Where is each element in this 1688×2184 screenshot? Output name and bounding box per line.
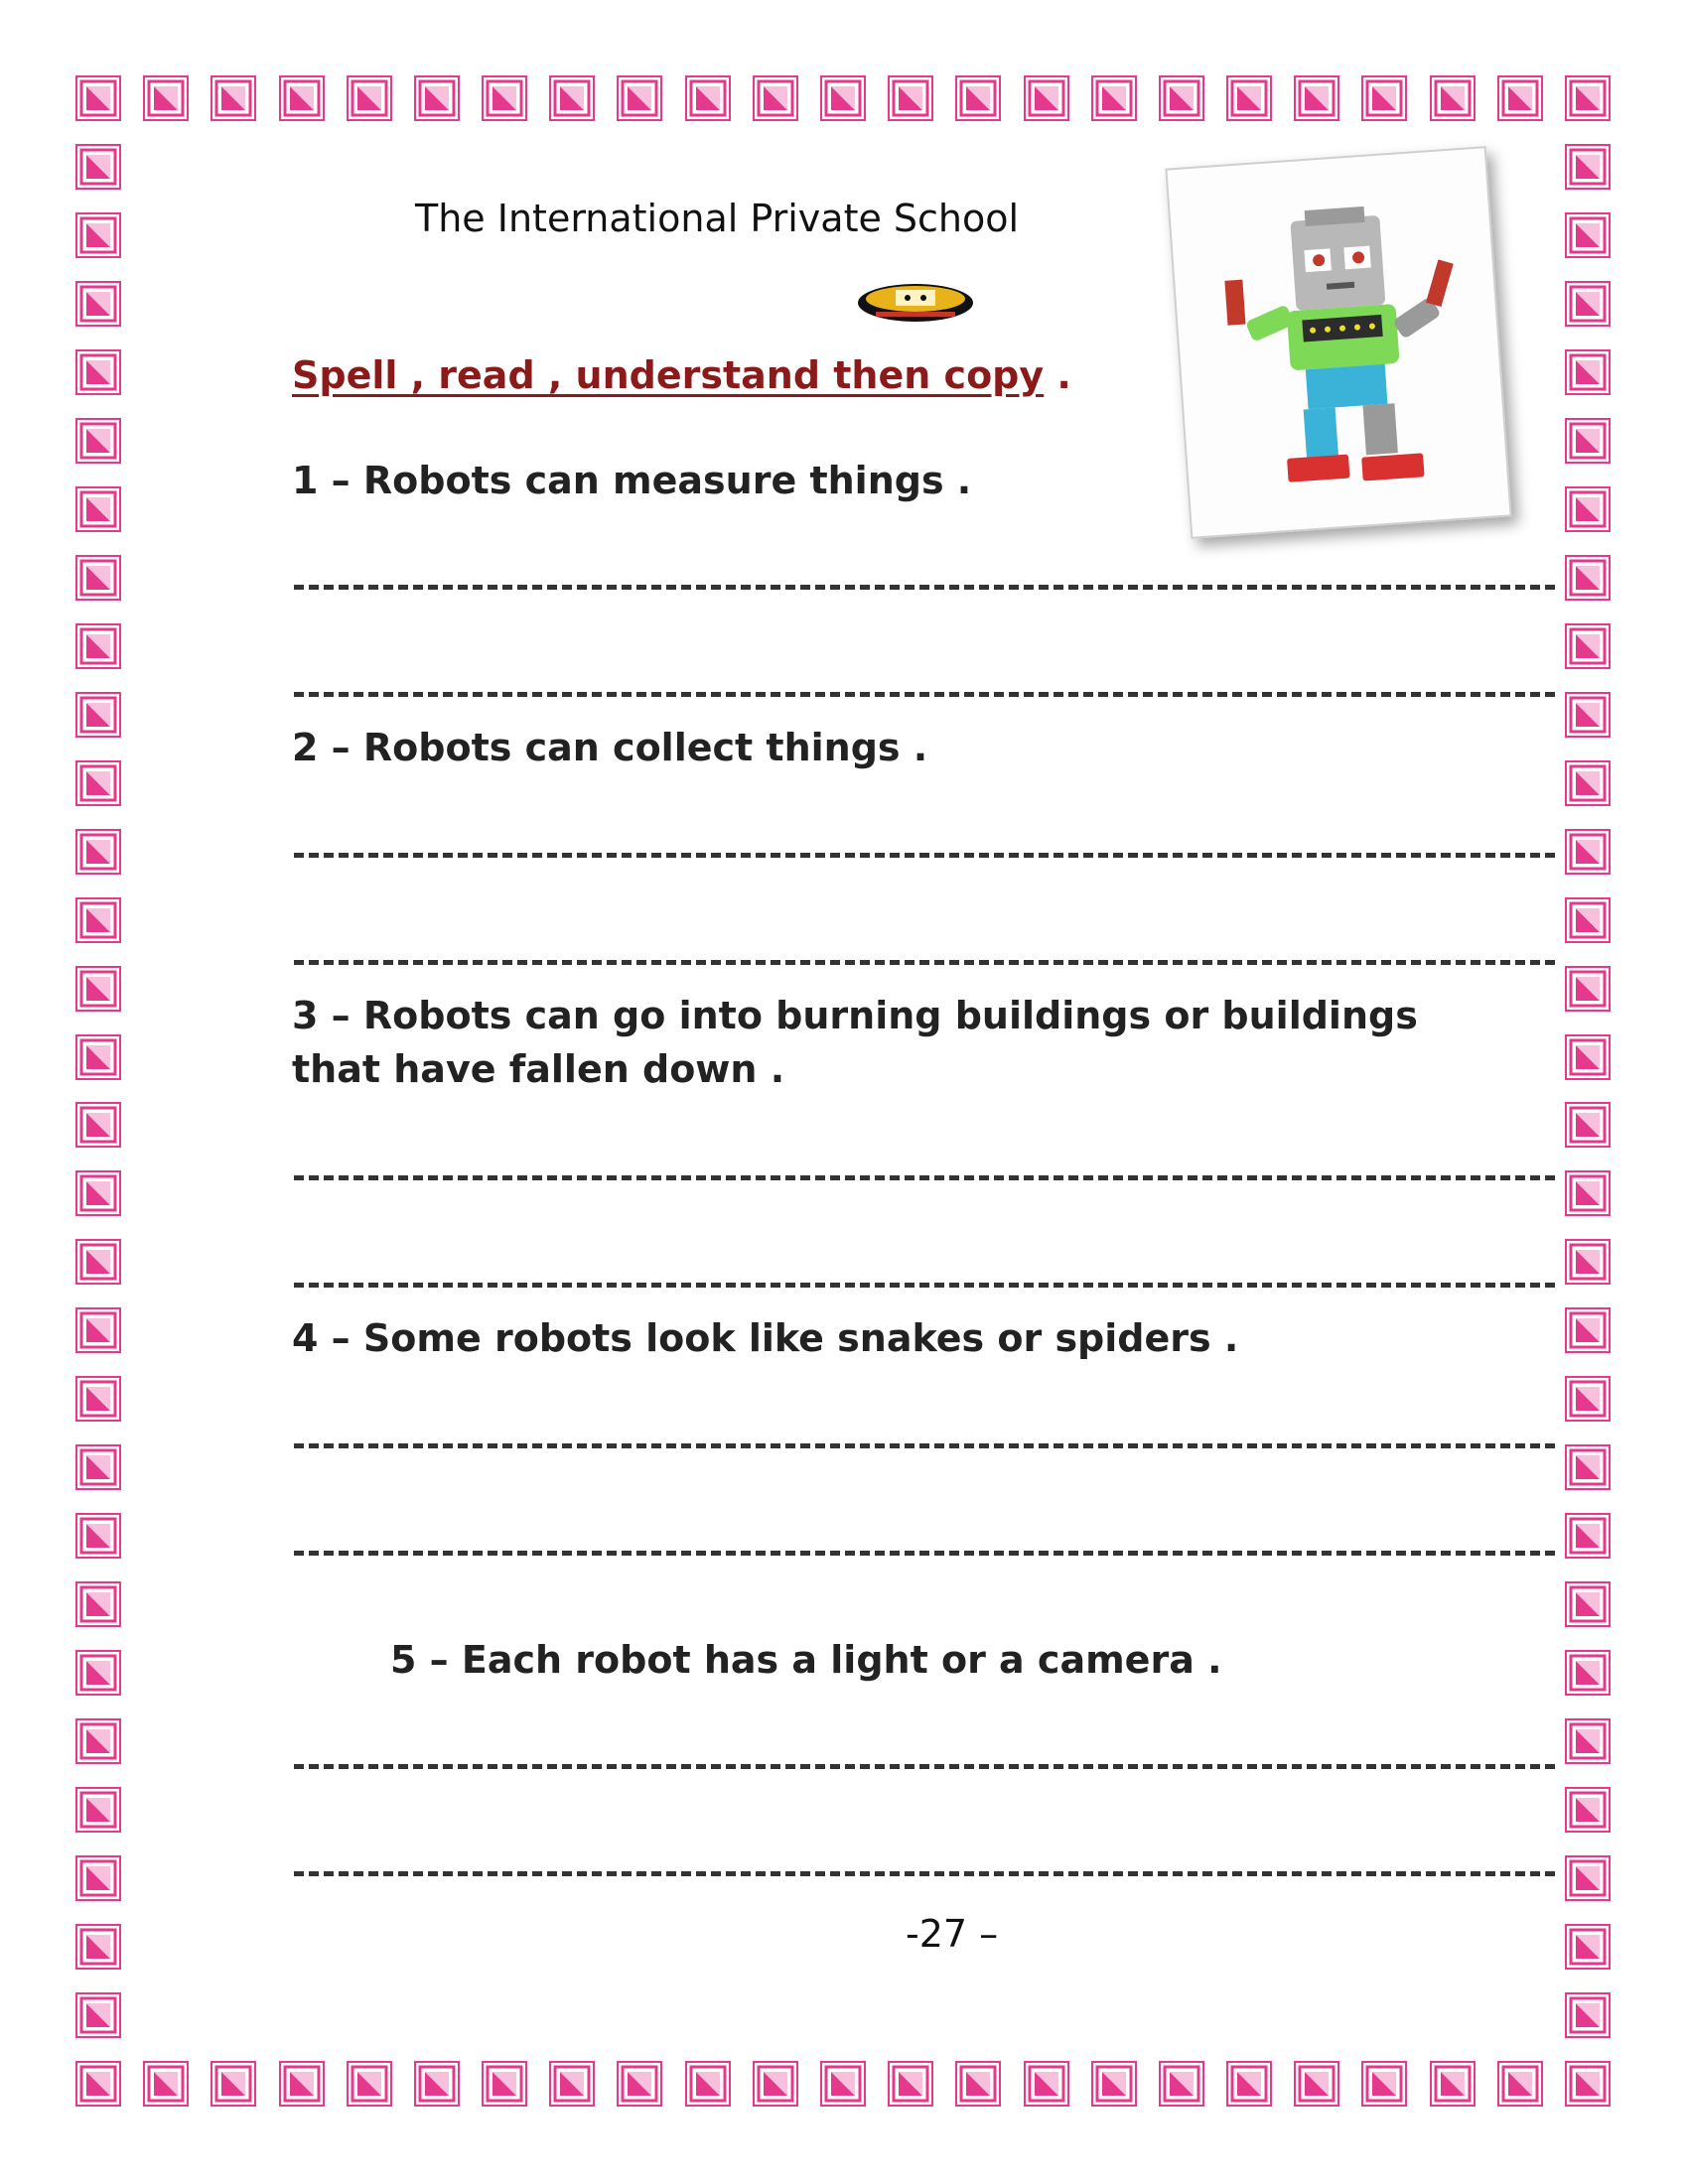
triangle-tile-icon [1565,829,1611,875]
triangle-tile-icon [1565,555,1611,601]
sentence-5: 5 – Each robot has a light or a camera . [390,1638,1222,1682]
triangle-tile-icon [75,1102,121,1148]
page-number: -27 – [906,1912,999,1956]
triangle-tile-icon [1565,212,1611,258]
writing-line[interactable] [294,1443,1555,1448]
triangle-tile-icon [1565,1855,1611,1901]
triangle-tile-icon [75,1855,121,1901]
triangle-tile-icon [75,1924,121,1970]
writing-line[interactable] [294,1283,1555,1288]
triangle-tile-icon [414,75,460,121]
triangle-tile-icon [955,2061,1001,2107]
triangle-tile-icon [1565,1034,1611,1080]
triangle-tile-icon [1565,1307,1611,1353]
writing-line[interactable] [294,1551,1555,1556]
triangle-tile-icon [347,2061,392,2107]
triangle-tile-icon [1565,692,1611,738]
triangle-tile-icon [75,555,121,601]
triangle-tile-icon [1565,1102,1611,1148]
triangle-tile-icon [75,1307,121,1353]
writing-line[interactable] [294,1871,1555,1876]
triangle-tile-icon [75,212,121,258]
triangle-tile-icon [955,75,1001,121]
triangle-tile-icon [685,2061,731,2107]
triangle-tile-icon [1361,75,1407,121]
triangle-tile-icon [1565,1787,1611,1833]
robot-photo-icon [1189,170,1488,516]
school-logo-icon [856,278,975,324]
triangle-tile-icon [1565,2061,1611,2107]
sentence-4: 4 – Some robots look like snakes or spiders . [292,1316,1239,1360]
writing-line[interactable] [294,1764,1555,1769]
triangle-tile-icon [75,418,121,464]
triangle-tile-icon [1565,1376,1611,1422]
triangle-tile-icon [1159,75,1204,121]
triangle-tile-icon [1565,1239,1611,1285]
triangle-tile-icon [1565,623,1611,669]
triangle-tile-icon [617,75,662,121]
triangle-tile-icon [1565,966,1611,1012]
writing-line[interactable] [294,585,1555,590]
triangle-tile-icon [888,75,933,121]
triangle-tile-icon [75,760,121,806]
triangle-tile-icon [1565,1718,1611,1764]
triangle-tile-icon [75,1787,121,1833]
sentence-3: 3 – Robots can go into burning buildings or buildings that have fallen down . [292,994,1418,1091]
triangle-tile-icon [75,1239,121,1285]
triangle-tile-icon [1294,75,1339,121]
writing-line[interactable] [294,692,1555,697]
triangle-tile-icon [143,75,189,121]
writing-line[interactable] [294,1175,1555,1180]
triangle-tile-icon [1430,75,1476,121]
triangle-tile-icon [549,75,595,121]
triangle-tile-icon [75,1034,121,1080]
triangle-tile-icon [75,692,121,738]
triangle-tile-icon [75,486,121,532]
triangle-tile-icon [685,75,731,121]
triangle-tile-icon [1565,1924,1611,1970]
triangle-tile-icon [549,2061,595,2107]
writing-line[interactable] [294,853,1555,858]
triangle-tile-icon [75,349,121,395]
triangle-tile-icon [1294,2061,1339,2107]
triangle-tile-icon [1226,2061,1272,2107]
triangle-tile-icon [1024,2061,1069,2107]
triangle-tile-icon [1091,75,1137,121]
triangle-tile-icon [75,1992,121,2038]
triangle-tile-icon [1497,75,1543,121]
triangle-tile-icon [75,1581,121,1627]
triangle-tile-icon [1430,2061,1476,2107]
triangle-tile-icon [1565,486,1611,532]
triangle-tile-icon [482,2061,527,2107]
triangle-tile-icon [75,1376,121,1422]
triangle-tile-icon [75,1513,121,1559]
triangle-tile-icon [75,144,121,190]
triangle-tile-icon [75,829,121,875]
triangle-tile-icon [1226,75,1272,121]
triangle-tile-icon [279,2061,325,2107]
triangle-tile-icon [414,2061,460,2107]
triangle-tile-icon [143,2061,189,2107]
triangle-tile-icon [75,623,121,669]
triangle-tile-icon [211,75,256,121]
triangle-tile-icon [75,1650,121,1696]
triangle-tile-icon [888,2061,933,2107]
triangle-tile-icon [1565,75,1611,121]
instruction-text [292,353,1071,397]
sentence-2: 2 – Robots can collect things . [292,726,928,769]
school-name: The International Private School [415,197,1020,240]
triangle-tile-icon [1159,2061,1204,2107]
triangle-tile-icon [753,2061,798,2107]
triangle-tile-icon [75,75,121,121]
triangle-tile-icon [75,1444,121,1490]
triangle-tile-icon [1024,75,1069,121]
triangle-tile-icon [75,966,121,1012]
triangle-tile-icon [347,75,392,121]
triangle-tile-icon [1361,2061,1407,2107]
triangle-tile-icon [1565,1444,1611,1490]
sentence-1: 1 – Robots can measure things . [292,459,972,502]
triangle-tile-icon [75,1718,121,1764]
triangle-tile-icon [1497,2061,1543,2107]
triangle-tile-icon [820,75,866,121]
triangle-tile-icon [1091,2061,1137,2107]
triangle-tile-icon [1565,897,1611,943]
triangle-tile-icon [617,2061,662,2107]
triangle-tile-icon [1565,760,1611,806]
triangle-tile-icon [753,75,798,121]
triangle-tile-icon [1565,349,1611,395]
instruction-underlined: Spell , read , understand then copy [292,353,1045,397]
triangle-tile-icon [482,75,527,121]
triangle-tile-icon [75,2061,121,2107]
triangle-tile-icon [1565,1650,1611,1696]
triangle-tile-icon [1565,1170,1611,1216]
triangle-tile-icon [1565,1581,1611,1627]
triangle-tile-icon [75,281,121,327]
instruction-trailing: . [1044,353,1071,397]
writing-line[interactable] [294,960,1555,965]
triangle-tile-icon [1565,1513,1611,1559]
triangle-tile-icon [279,75,325,121]
robot-photo [1165,146,1511,539]
triangle-tile-icon [75,1170,121,1216]
triangle-tile-icon [1565,418,1611,464]
triangle-tile-icon [1565,144,1611,190]
triangle-tile-icon [211,2061,256,2107]
triangle-tile-icon [75,897,121,943]
triangle-tile-icon [1565,281,1611,327]
triangle-tile-icon [1565,1992,1611,2038]
triangle-tile-icon [820,2061,866,2107]
